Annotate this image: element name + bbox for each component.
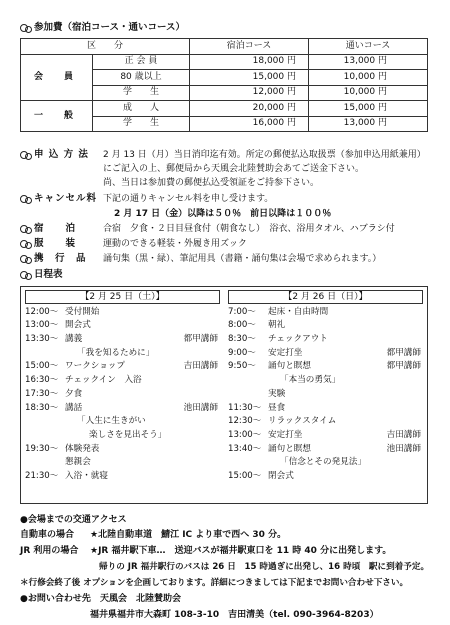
contact-org: 天風会 北陸賛助会 [100,594,182,604]
bullet-icon [20,23,31,32]
schedule-row [228,415,423,429]
row-speaker: 都甲講師 [386,361,421,372]
items-label: 携 行 品 [34,253,87,264]
row-time: 9:00～ [228,347,256,358]
day1-heading: 【2 月 25 日（土）】 [25,290,220,304]
row-event: 朝礼 [268,320,286,331]
header-commute: 通いコース [309,39,428,55]
row-stay: 18,000 円 [190,54,309,70]
row-speaker: 池田講師 [386,443,421,454]
row-event: 「我を知るために」 [77,347,155,358]
apply-label: 申 込 方 法 [34,149,89,160]
option-note: ＊行修会終了後 オプションを企画しております。詳細につきましては下記までお問い合わせ下さい。 [20,578,409,588]
fee-title: 参加費（宿泊コース・通いコース） [34,22,186,33]
schedule-row [25,319,220,333]
schedule-row [228,305,423,319]
schedule-row [228,360,423,374]
row-event: 楽しさを見出そう」 [89,429,167,440]
schedule-row [25,305,220,319]
row-event: 「人生に生きがい [77,416,146,427]
row-commute: 15,000 円 [309,101,428,117]
day1-column [25,290,220,500]
row-time: 9:50～ [228,361,256,372]
schedule-row [228,401,423,415]
schedule-row [25,456,220,470]
items-text: 誦句集（黒・緑）、筆記用具（書籍・誦句集は会場で求められます。） [103,254,382,264]
row-time: 12:00～ [25,306,59,317]
day2-heading: 【2 月 26 日（日）】 [228,290,423,304]
header-stay: 宿泊コース [190,39,309,55]
row-speaker: 池田講師 [183,402,218,413]
row-commute: 10,000 円 [309,70,428,86]
jr-text-2: 帰りの JR 福井駅行のバスは 26 日 15 時過ぎに出発し、16 時頃 駅に到着予定。 [99,562,430,572]
member-category: 会 員 [21,54,93,101]
clothes-label: 服 装 [34,238,77,249]
row-time: 13:30～ [25,334,59,345]
schedule-row [25,360,220,374]
day2-column [228,290,423,500]
row-commute: 10,000 円 [309,85,428,101]
clothes-heading [20,238,104,249]
stay-label: 宿 泊 [34,223,77,234]
row-time: 13:00～ [228,429,262,440]
row-event: 誦句と瞑想 [268,361,311,372]
row-event: チェックイン 入浴 [65,375,142,386]
access-title: ●会場までの交通アクセス [20,515,127,525]
row-stay: 20,000 円 [190,101,309,117]
items-heading [20,253,104,264]
row-stay: 15,000 円 [190,70,309,86]
schedule-row [25,415,220,429]
stay-text: 合宿 夕食・２日目昼食付（朝食なし） 浴衣、浴用タオル、ハブラシ付 [103,224,395,234]
row-event: チェックアウト [268,334,328,345]
row-time: 15:00～ [228,470,262,481]
clothes-text: 運動のできる軽装・外履き用ズック [103,239,247,249]
schedule-row [25,428,220,442]
schedule-row [228,442,423,456]
schedule-row [228,373,423,387]
row-event: 起床・自由時間 [268,306,329,317]
row-event: 入浴・就寝 [65,470,108,481]
row-time: 16:30～ [25,375,59,386]
row-event: 講義 [65,334,83,345]
cancel-label: キャンセル料 [34,193,98,204]
row-event: 開会式 [65,320,91,331]
row-sub: 80 歳以上 [93,70,190,86]
schedule-label: 日程表 [34,269,63,280]
row-speaker: 吉田講師 [386,429,421,440]
row-stay: 16,000 円 [190,116,309,132]
schedule-row [25,401,220,415]
apply-line-2: にご記入の上、郵便局から天風会北陸賛助会あてご送金下さい。 [103,164,365,174]
row-event: 閉会式 [268,470,294,481]
schedule-row [25,442,220,456]
row-speaker: 吉田講師 [183,361,218,372]
schedule-heading [20,269,63,280]
bullet-icon [20,239,31,248]
row-event: 講話 [65,402,83,413]
schedule-row [228,469,423,483]
row-event: 昼食 [268,402,286,413]
fee-heading [20,22,185,33]
schedule-row [25,387,220,401]
row-stay: 12,000 円 [190,85,309,101]
row-event: リラックスタイム [268,416,337,427]
contact-address: 福井県福井市大森町 108-3-10 吉田清美（tel. 090-3964-8203） [90,610,379,620]
car-label: 自動車の場合 [20,530,75,540]
schedule-row [228,319,423,333]
contact-label: ●お問い合わせ先 [20,594,91,604]
row-event: 誦句と瞑想 [268,443,311,454]
row-sub: 学 生 [93,85,190,101]
row-time: 17:30～ [25,388,59,399]
row-speaker: 都甲講師 [386,347,421,358]
row-sub: 成 人 [93,101,190,117]
jr-label: JR 利用の場合 [20,546,79,556]
cancel-heading [20,193,104,204]
row-event: 実験 [268,388,286,399]
bullet-icon [20,270,31,279]
row-time: 18:30～ [25,402,59,413]
row-speaker: 都甲講師 [183,334,218,345]
row-time: 11:30～ [228,402,262,413]
header-category: 区 分 [21,39,190,55]
apply-line-1: 2 月 13 日（月）当日消印迄有効。所定の郵便払込取扱票（参加申込用紙兼用） [103,150,426,160]
row-event: 夕食 [65,388,83,399]
row-time: 7:00～ [228,306,256,317]
schedule-row [25,346,220,360]
schedule-row [228,387,423,401]
apply-heading [20,149,104,160]
stay-heading [20,223,104,234]
row-event: 安定打坐 [268,347,303,358]
row-time: 8:00～ [228,320,256,331]
cancel-line-2: 2 月 17 日（金）以降は５０％ 前日以降は１００％ [114,209,332,219]
row-time: 13:00～ [25,320,59,331]
cancel-line-1: 下記の通りキャンセル料を申し受けます。 [103,194,274,204]
row-sub: 学 生 [93,116,190,132]
schedule-row [228,332,423,346]
row-time: 12:30～ [228,416,262,427]
row-time: 19:30～ [25,443,59,454]
row-event: 「信念とその発見法」 [280,457,366,468]
schedule-row [228,428,423,442]
row-sub: 正 会 員 [93,54,190,70]
row-event: 受付開始 [65,306,100,317]
schedule-row [25,332,220,346]
row-time: 8:30～ [228,334,256,345]
row-commute: 13,000 円 [309,116,428,132]
schedule-row [25,469,220,483]
table-header-row [21,39,428,55]
bullet-icon [20,194,31,203]
row-event: ワークショップ [65,361,125,372]
jr-text: ★JR 福井駅下車… 送迎バスが福井駅東口を 11 時 40 分に出発します。 [90,546,392,556]
row-time: 13:40～ [228,443,262,454]
row-time: 21:30～ [25,470,59,481]
bullet-icon [20,150,31,159]
table-row [21,54,428,70]
schedule-row [228,346,423,360]
schedule-row [228,456,423,470]
general-category: 一 般 [21,101,93,132]
row-event: 懇親会 [65,457,91,468]
bullet-icon [20,224,31,233]
row-event: 安定打坐 [268,429,303,440]
fee-table [20,38,428,132]
schedule-row [25,373,220,387]
car-text: ★北陸自動車道 鯖江 IC より車で西へ 30 分。 [90,530,287,540]
row-event: 「本当の勇気」 [280,375,341,386]
apply-line-3: 尚、当日は参加費の郵便払込受領証をご持参下さい。 [103,178,320,188]
schedule-table [20,286,428,504]
row-commute: 13,000 円 [309,54,428,70]
bullet-icon [20,254,31,263]
row-event: 体験発表 [65,443,100,454]
row-time: 15:00～ [25,361,59,372]
table-row [21,101,428,117]
